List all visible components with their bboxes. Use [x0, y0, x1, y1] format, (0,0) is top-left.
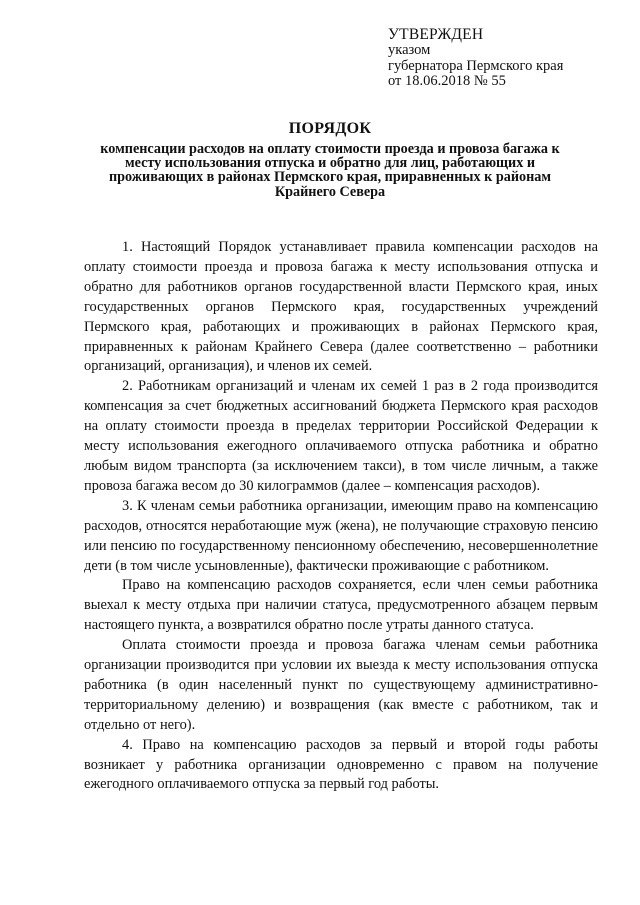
approval-heading: УТВЕРЖДЕН: [388, 26, 484, 43]
paragraph-4: 4. Право на компенсацию расходов за первый и второй годы работы возникает у работника организации одновременно с правом на получение ежегодного оплачиваемого отпуска за первый год работы.: [84, 736, 598, 793]
approval-stamp: [388, 26, 618, 90]
paragraph-2: 2. Работникам организаций и членам их семей 1 раз в 2 года производится компенсация за счет бюджетных ассигнований бюджета Пермского края расходов на оплату стоимости проезда в пределах территории Российской Федерации к месту использования ежегодного оплачиваемого отпуска работника и обратно любым видом транспорта (за исключением такси), в том числе личным, а также провоза багажа весом до 30 килограммов (далее – компенсация расходов).: [84, 378, 598, 494]
paragraph-3-continuation-1: Право на компенсацию расходов сохраняется, если член семьи работника выехал к месту отдыха при наличии статуса, предусмотренного абзацем первым настоящего пункта, а возвратился обратно после утраты данного статуса.: [84, 577, 598, 634]
approval-line-decree: указом: [388, 42, 431, 58]
document-subtitle: компенсации расходов на оплату стоимости проезда и провоза багажа к месту использования отпуска и обратно для лиц, работающих и проживающих в районах Пермского края, приравненных к районам Крайнего Севера: [100, 141, 560, 200]
title-block: [60, 119, 600, 199]
document-title: ПОРЯДОК: [288, 120, 372, 137]
paragraph-3: 3. К членам семьи работника организации, имеющим право на компенсацию расходов, относятся неработающие муж (жена), не получающие страховую пенсию или пенсию по государственному пенсионному обеспечению, несовершеннолетние дети (в том числе усыновленные), фактически проживающие с работником.: [84, 497, 598, 574]
approval-line-authority: губернатора Пермского края: [388, 57, 564, 74]
approval-line-date: от 18.06.2018 № 55: [388, 73, 506, 89]
document-body: [84, 238, 598, 795]
paragraph-3-continuation-2: Оплата стоимости проезда и провоза багажа членам семьи работника организации производится при условии их выезда к месту использования отпуска работника (в один населенный пункт по существующему административно-территориальному делению) и возвращения (как вместе с работником, так и отдельно от него).: [84, 637, 598, 733]
paragraph-1: 1. Настоящий Порядок устанавливает правила компенсации расходов на оплату стоимости проезда и провоза багажа к месту использования отпуска и обратно для работников органов государственной власти Пермского края, иных государственных органов Пермского края, государственных учреждений Пермского края, работающих и проживающих в районах Пермского края, приравненных к районам Крайнего Севера (далее соответственно – работники организаций, организация), и членов их семей.: [84, 239, 598, 375]
